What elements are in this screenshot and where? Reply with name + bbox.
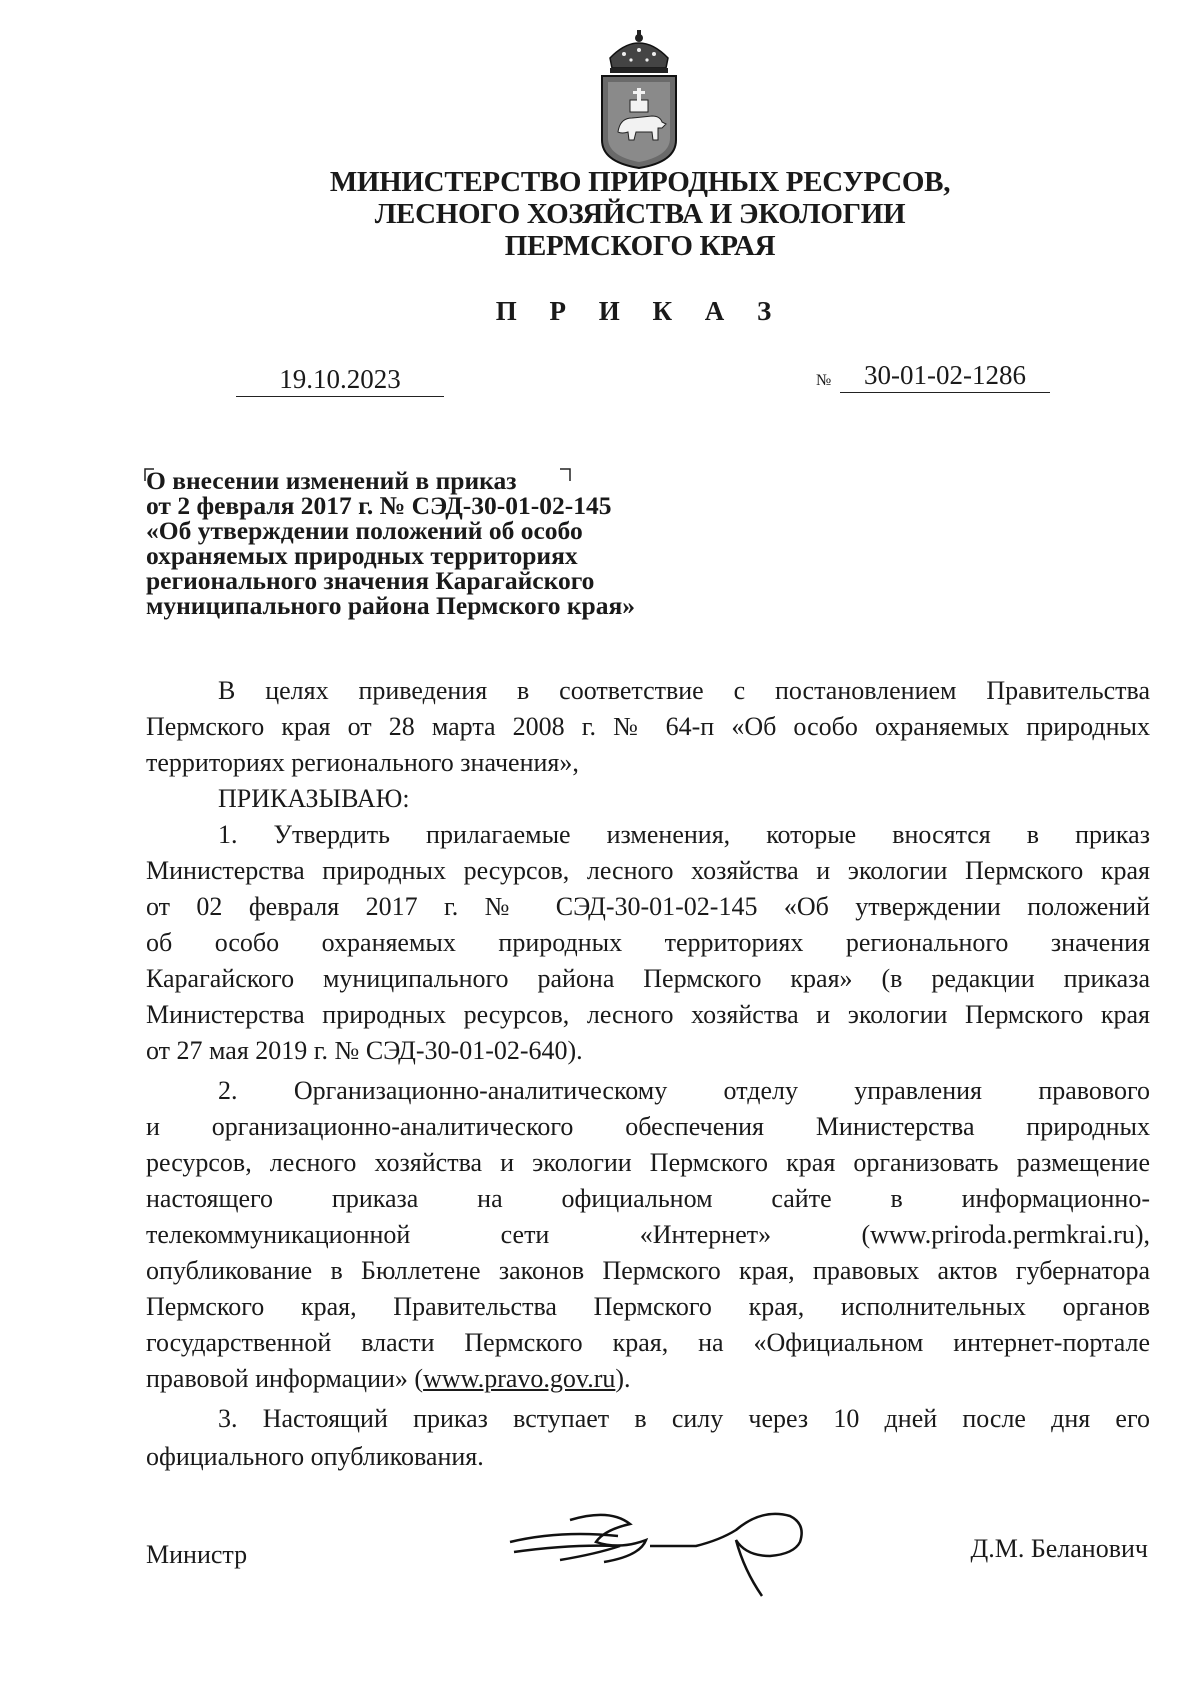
item-2-line: государственной власти Пермского края, на «Официальном интернет-портале <box>146 1328 1150 1357</box>
corner-mark-right <box>558 468 572 482</box>
signer-title: Министр <box>146 1540 248 1569</box>
item-2-line: настоящего приказа на официальном сайте в информационно- <box>146 1184 1150 1213</box>
item-1-line: об особо охраняемых природных территориях регионального значения <box>146 928 1150 957</box>
item-2-line: телекоммуникационной сети «Интернет» (www.priroda.permkrai.ru), <box>146 1220 1150 1249</box>
org-name-line-1: МИНИСТЕРСТВО ПРИРОДНЫХ РЕСУРСОВ, <box>329 166 951 198</box>
item-2-last-prefix: правовой информации» ( <box>146 1364 424 1393</box>
title-line-6: муниципального района Пермского края» <box>146 591 636 620</box>
item-1-line: Министерства природных ресурсов, лесного хозяйства и экологии Пермского края <box>146 1000 1150 1029</box>
item-2-last-suffix: ). <box>615 1364 631 1393</box>
handwritten-signature <box>500 1500 840 1610</box>
signer-name: Д.М. Беланович <box>970 1534 1148 1563</box>
title-line-1: О внесении изменений в приказ <box>146 466 517 495</box>
document-type: П Р И К А З <box>495 296 785 326</box>
title-line-4: охраняемых природных территориях <box>146 541 578 570</box>
item-3-line: официального опубликования. <box>146 1442 484 1471</box>
item-1-line: Карагайского муниципального района Пермского края» (в редакции приказа <box>146 964 1150 993</box>
title-line-3: «Об утверждении положений об особо <box>146 516 583 545</box>
order-verb: ПРИКАЗЫВАЮ: <box>218 784 410 813</box>
item-2-line: опубликование в Бюллетене законов Пермского края, правовых актов губернатора <box>146 1256 1150 1285</box>
order-number-label: № <box>816 372 832 389</box>
item-2-line <box>146 1364 1150 1394</box>
item-1-line: Министерства природных ресурсов, лесного хозяйства и экологии Пермского края <box>146 856 1150 885</box>
order-number: 30-01-02-1286 <box>840 358 1050 393</box>
org-name-line-2: ЛЕСНОГО ХОЗЯЙСТВА И ЭКОЛОГИИ <box>374 198 906 230</box>
item-2-line: и организационно-аналитического обеспечения Министерства природных <box>146 1112 1150 1141</box>
preamble-line: В целях приведения в соответствие с постановлением Правительства <box>218 676 1150 705</box>
org-name-line-3: ПЕРМСКОГО КРАЯ <box>504 230 776 262</box>
preamble-line: Пермского края от 28 марта 2008 г. № 64-п «Об особо охраняемых природных <box>146 712 1150 741</box>
item-2-line: 2. Организационно-аналитическому отделу управления правового <box>218 1076 1150 1105</box>
preamble-line: территориях регионального значения», <box>146 748 579 777</box>
item-1-line: 1. Утвердить прилагаемые изменения, которые вносятся в приказ <box>218 820 1150 849</box>
pravo-link[interactable]: www.pravo.gov.ru <box>423 1364 616 1393</box>
title-line-2: от 2 февраля 2017 г. № СЭД-30-01-02-145 <box>146 491 612 520</box>
item-1-line: от 27 мая 2019 г. № СЭД-30-01-02-640). <box>146 1036 583 1065</box>
item-2-line: Пермского края, Правительства Пермского края, исполнительных органов <box>146 1292 1150 1321</box>
title-line-5: регионального значения Карагайского <box>146 566 595 595</box>
coat-of-arms-emblem <box>596 28 682 170</box>
order-date: 19.10.2023 <box>236 362 444 397</box>
item-3-line: 3. Настоящий приказ вступает в силу через 10 дней после дня его <box>218 1404 1150 1433</box>
item-2-line: ресурсов, лесного хозяйства и экологии Пермского края организовать размещение <box>146 1148 1150 1177</box>
item-1-line: от 02 февраля 2017 г. № СЭД-30-01-02-145 «Об утверждении положений <box>146 892 1150 921</box>
